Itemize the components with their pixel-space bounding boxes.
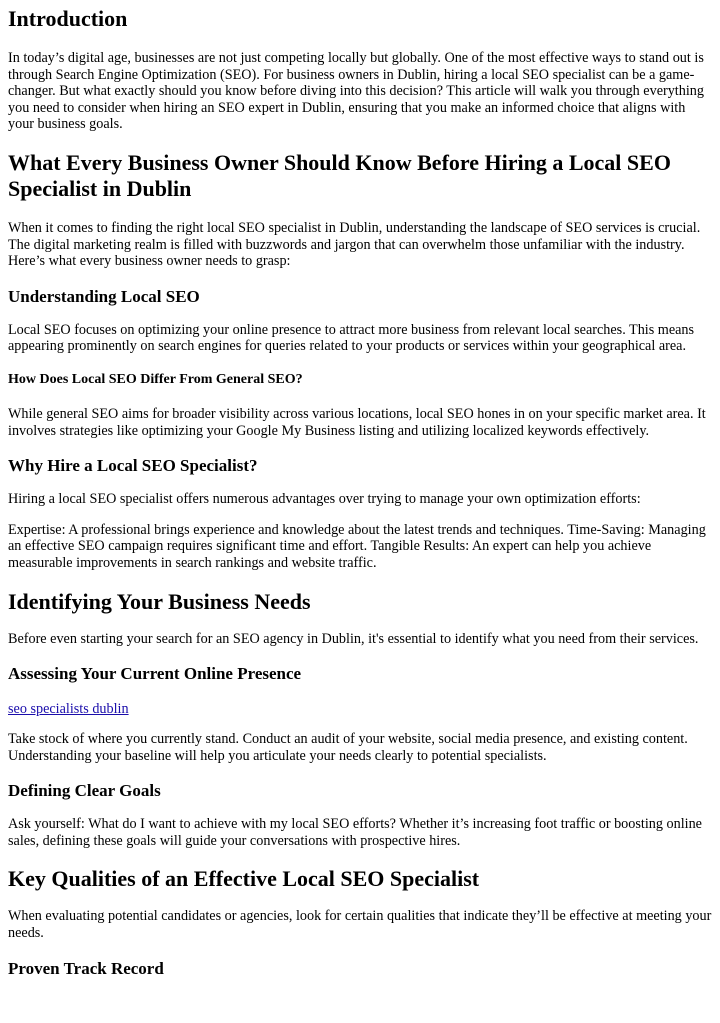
- heading-why-hire: Why Hire a Local SEO Specialist?: [8, 456, 258, 476]
- heading-local-vs-general-seo: How Does Local SEO Differ From General SEO?: [8, 371, 303, 387]
- seo-specialists-dublin-link[interactable]: seo specialists dublin: [8, 701, 129, 718]
- heading-key-qualities: Key Qualities of an Effective Local SEO Specialist: [8, 866, 480, 892]
- paragraph-understanding-local-seo: Local SEO focuses on optimizing your online presence to attract more business from relevant local searches. This means appearing prominently on search engines for queries related to your products or services within your geographical area.: [8, 321, 695, 355]
- heading-introduction: Introduction: [8, 6, 128, 31]
- heading-proven-track-record: Proven Track Record: [8, 958, 164, 978]
- paragraph-what-every-business-owner: When it comes to finding the right local SEO specialist in Dublin, understanding the landscape of SEO services is crucial. The digital marketing realm is filled with buzzwords and jargon that can overwhelm those unfamiliar with the industry. Here’s what every business owner needs to grasp:: [8, 219, 701, 270]
- heading-defining-goals: Defining Clear Goals: [8, 781, 161, 801]
- article: [0, 6, 720, 979]
- heading-understanding-local-seo: Understanding Local SEO: [8, 286, 200, 306]
- paragraph-local-vs-general-seo: While general SEO aims for broader visibility across various locations, local SEO hones in on your specific market area. It involves strategies like optimizing your Google My Business listing and utilizing localized keywords effectively.: [8, 405, 706, 439]
- paragraph-defining-goals: Ask yourself: What do I want to achieve with my local SEO efforts? Whether it’s increasing foot traffic or boosting online sales, defining these goals will guide your conversations with prospective hires.: [8, 816, 702, 849]
- heading-assessing-presence: Assessing Your Current Online Presence: [8, 664, 302, 684]
- paragraph-benefits: Expertise: A professional brings experience and knowledge about the latest trends and techniques. Time-Saving: Managing an effective SEO campaign requires significant time and effort. Tangible Results: An expert can help you achieve measurable improvements in search rankings and website traffic.: [8, 521, 706, 571]
- paragraph-introduction: In today’s digital age, businesses are not just competing locally but globally. One of the most effective ways to stand out is through Search Engine Optimization (SEO). For business owners in Dublin, hiring a local SEO specialist can be a game-changer. But what exactly should you know before diving into this decision? This article will walk you through everything you need to consider when hiring an SEO expert in Dublin, ensuring that you make an informed choice that aligns with your business goals.: [8, 50, 704, 133]
- paragraph-assessing-presence: Take stock of where you currently stand. Conduct an audit of your website, social media presence, and existing content. Understanding your baseline will help you articulate your needs clearly to potential specialists.: [8, 731, 688, 764]
- heading-identifying-needs: Identifying Your Business Needs: [8, 588, 311, 614]
- paragraph-why-hire: Hiring a local SEO specialist offers numerous advantages over trying to manage your own optimization efforts:: [8, 491, 641, 508]
- paragraph-identifying-needs: Before even starting your search for an SEO agency in Dublin, it's essential to identify what you need from their services.: [8, 630, 699, 647]
- heading-what-every-business-owner: What Every Business Owner Should Know Before Hiring a Local SEO Specialist in Dublin: [8, 149, 671, 201]
- paragraph-key-qualities: When evaluating potential candidates or agencies, look for certain qualities that indicate they’ll be effective at meeting your needs.: [8, 908, 712, 942]
